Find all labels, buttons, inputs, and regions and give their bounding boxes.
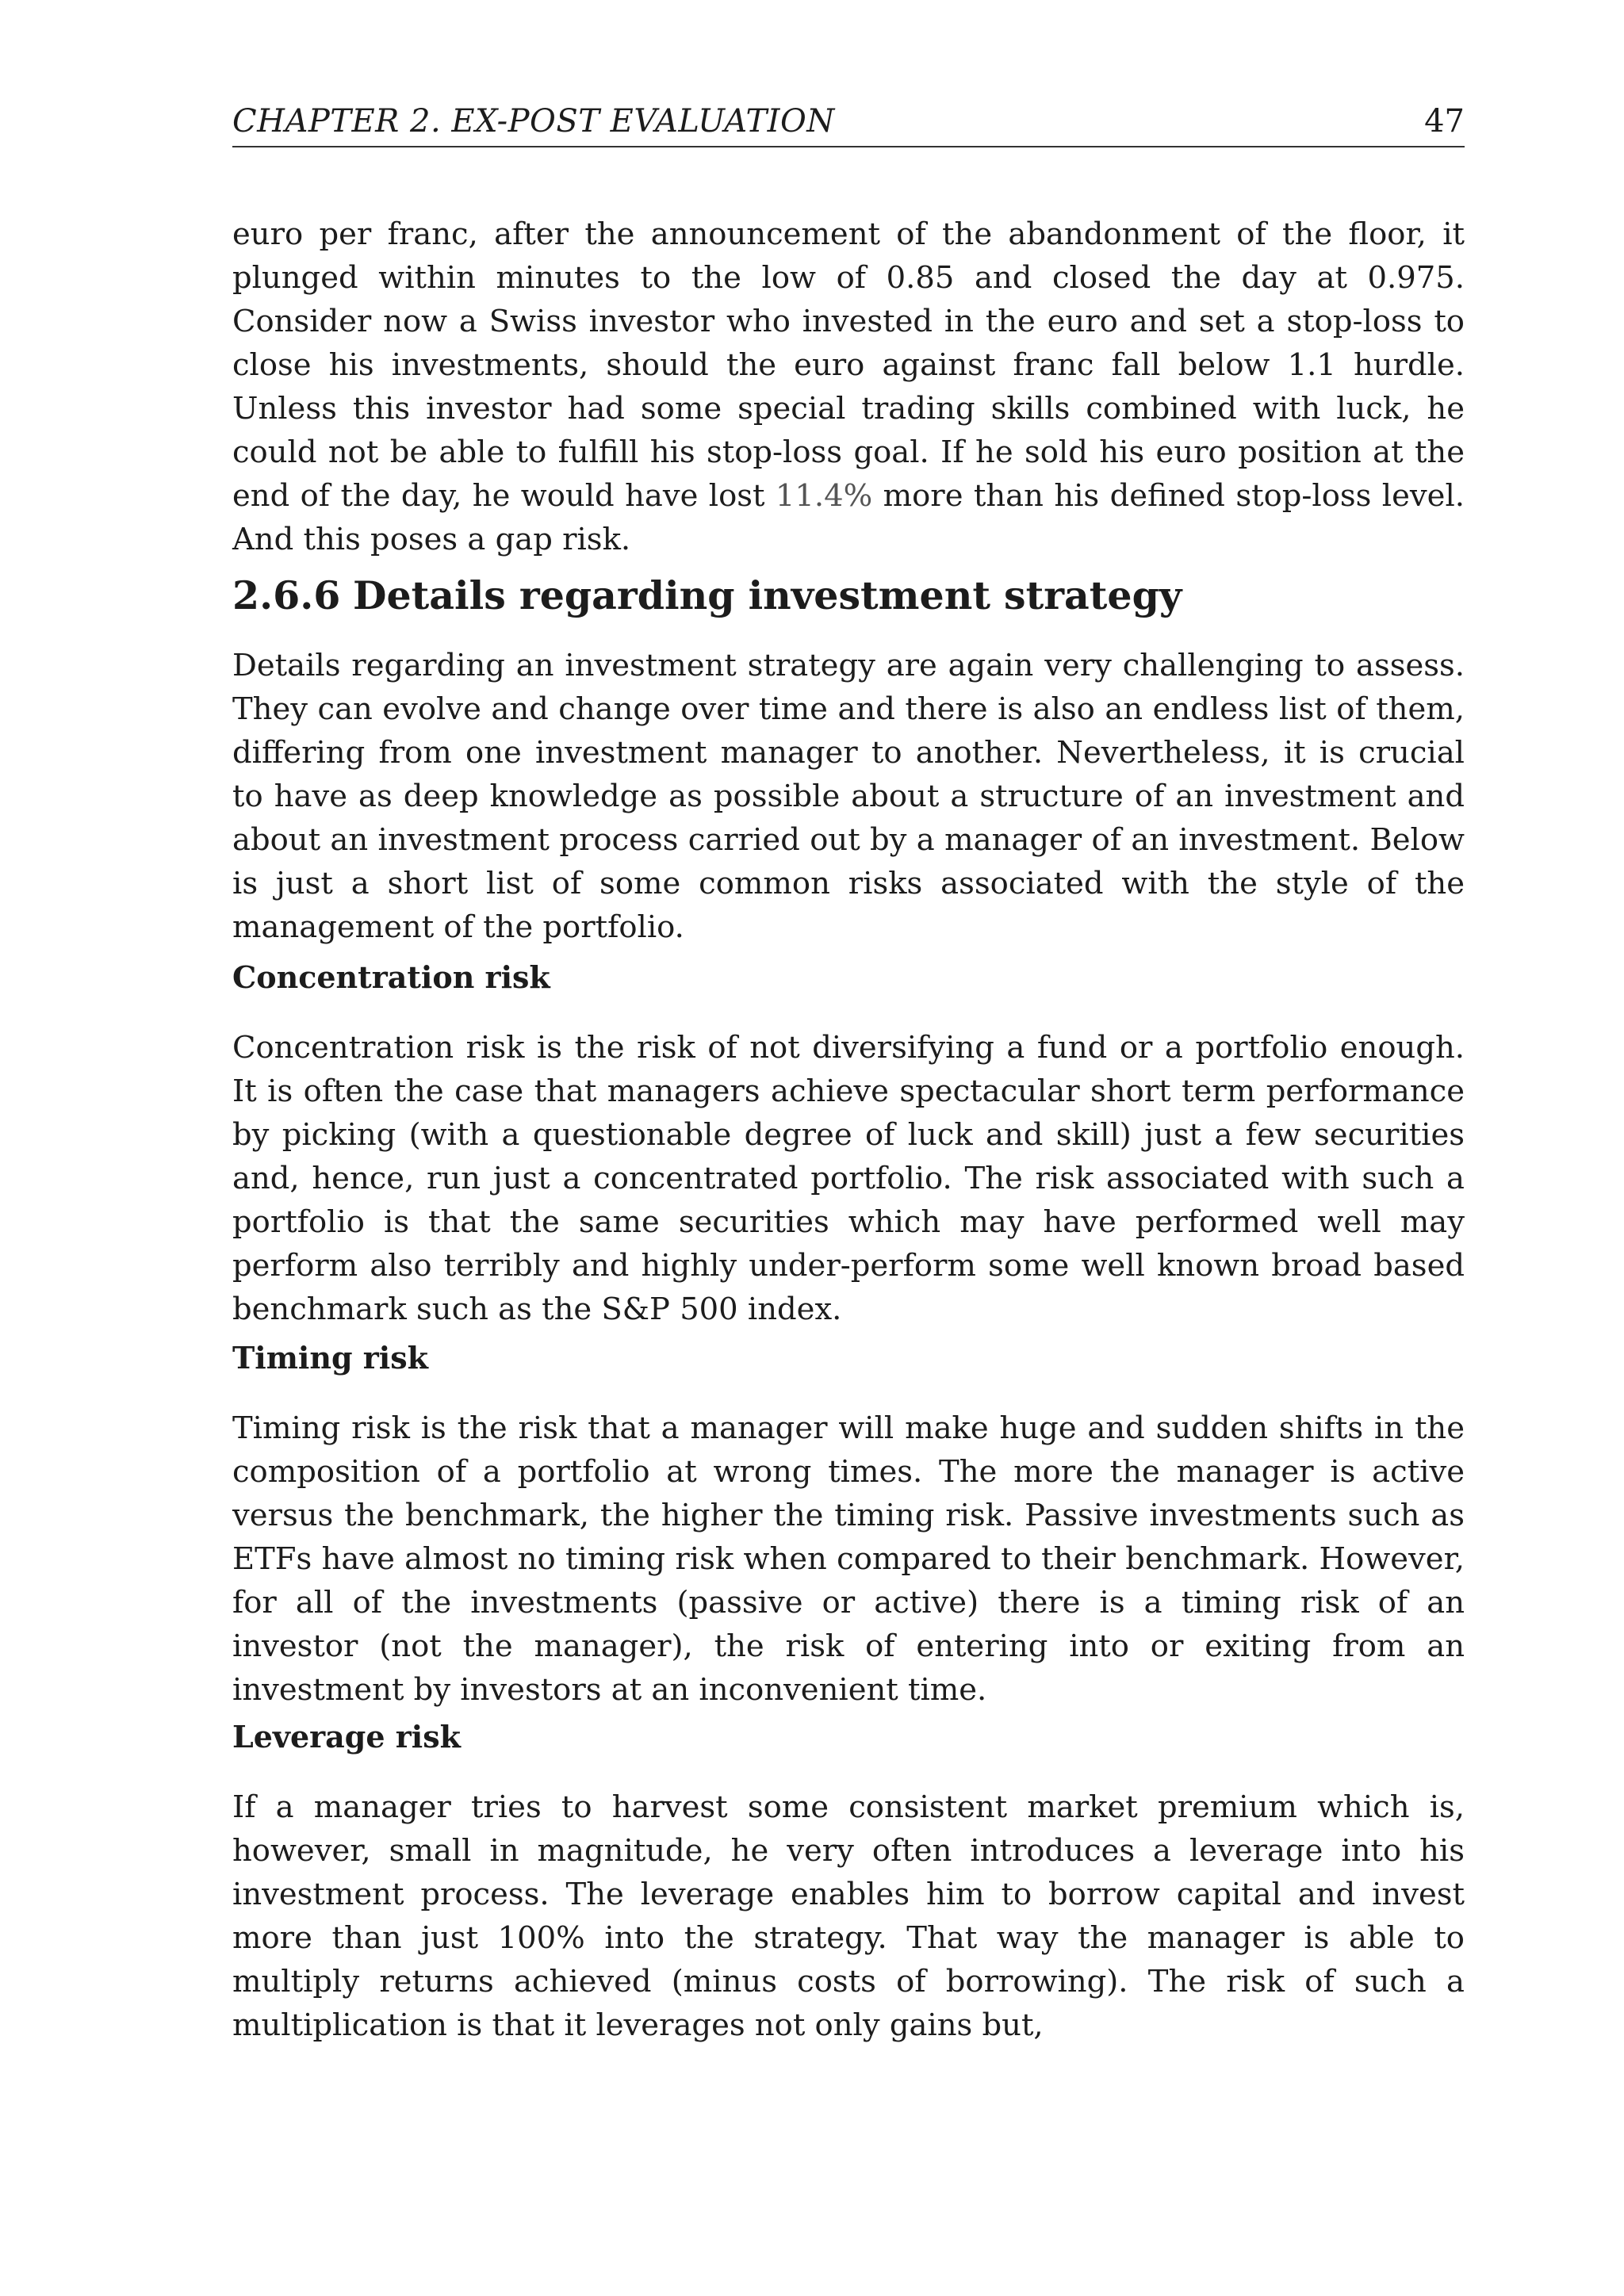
- timing-risk-heading: Timing risk: [232, 1340, 428, 1376]
- page-number: 47: [1424, 103, 1465, 140]
- intro-text-before: euro per franc, after the announcement of the abandonment of the floor, it plunged within minutes to the low of 0.85 and closed the day at 0.975. Consider now a Swiss investor who invested in the euro and set a stop-loss to close his investments, should the euro against franc fall below 1.1 hurdle. Unless this investor had some special trading skills combined with luck, he could not be able to fulfill his stop-loss goal. If he sold his euro position at the end of the day, he would have lost: [232, 216, 1465, 514]
- section-title: Details regarding investment strategy: [353, 572, 1182, 618]
- timing-risk-block: [232, 1406, 1465, 1712]
- timing-risk-paragraph: Timing risk is the risk that a manager will make huge and sudden shifts in the composition of a portfolio at wrong times. The more the manager is active versus the benchmark, the higher the timing risk. Passive investments such as ETFs have almost no timing risk when compared to their benchmark. However, for all of the investments (passive or active) there is a timing risk of an investor (not the manager), the risk of entering into or exiting from an investment by investors at an inconvenient time.: [232, 1410, 1465, 1708]
- section-block: [232, 644, 1465, 949]
- intro-text-after: more than his defined stop-loss level. And this poses a gap risk.: [232, 478, 1465, 557]
- concentration-risk-block: [232, 1026, 1465, 1331]
- leverage-risk-heading: Leverage risk: [232, 1719, 461, 1755]
- section-heading: [232, 571, 1465, 620]
- leverage-risk-block: [232, 1785, 1465, 2047]
- intro-block: [232, 212, 1465, 561]
- loss-value: 11.4%: [775, 478, 873, 514]
- intro-paragraph: [232, 212, 1465, 561]
- running-header: [232, 100, 1465, 147]
- running-title: CHAPTER 2. EX-POST EVALUATION: [232, 103, 835, 140]
- section-number: 2.6.6: [232, 572, 341, 618]
- concentration-risk-paragraph: Concentration risk is the risk of not diversifying a fund or a portfolio enough. It is often the case that managers achieve spectacular short term performance by picking (with a questionable degree of luck and skill) just a few securities and, hence, run just a concentrated portfolio. The risk associated with such a portfolio is that the same securities which may have performed well may perform also terribly and highly under-perform some well known broad based benchmark such as the S&P 500 index.: [232, 1030, 1465, 1327]
- section-paragraph: Details regarding an investment strategy are again very challenging to assess. They can evolve and change over time and there is also an endless list of them, differing from one investment manager to another. Nevertheless, it is crucial to have as deep knowledge as possible about a structure of an investment and about an investment process carried out by a manager of an investment. Below is just a short list of some common risks associated with the style of the management of the portfolio.: [232, 648, 1465, 945]
- concentration-risk-heading: Concentration risk: [232, 959, 550, 995]
- leverage-risk-paragraph: If a manager tries to harvest some consistent market premium which is, however, small in magnitude, he very often introduces a leverage into his investment process. The leverage enables him to borrow capital and invest more than just 100% into the strategy. That way the manager is able to multiply returns achieved (minus costs of borrowing). The risk of such a multiplication is that it leverages not only gains but,: [232, 1789, 1465, 2043]
